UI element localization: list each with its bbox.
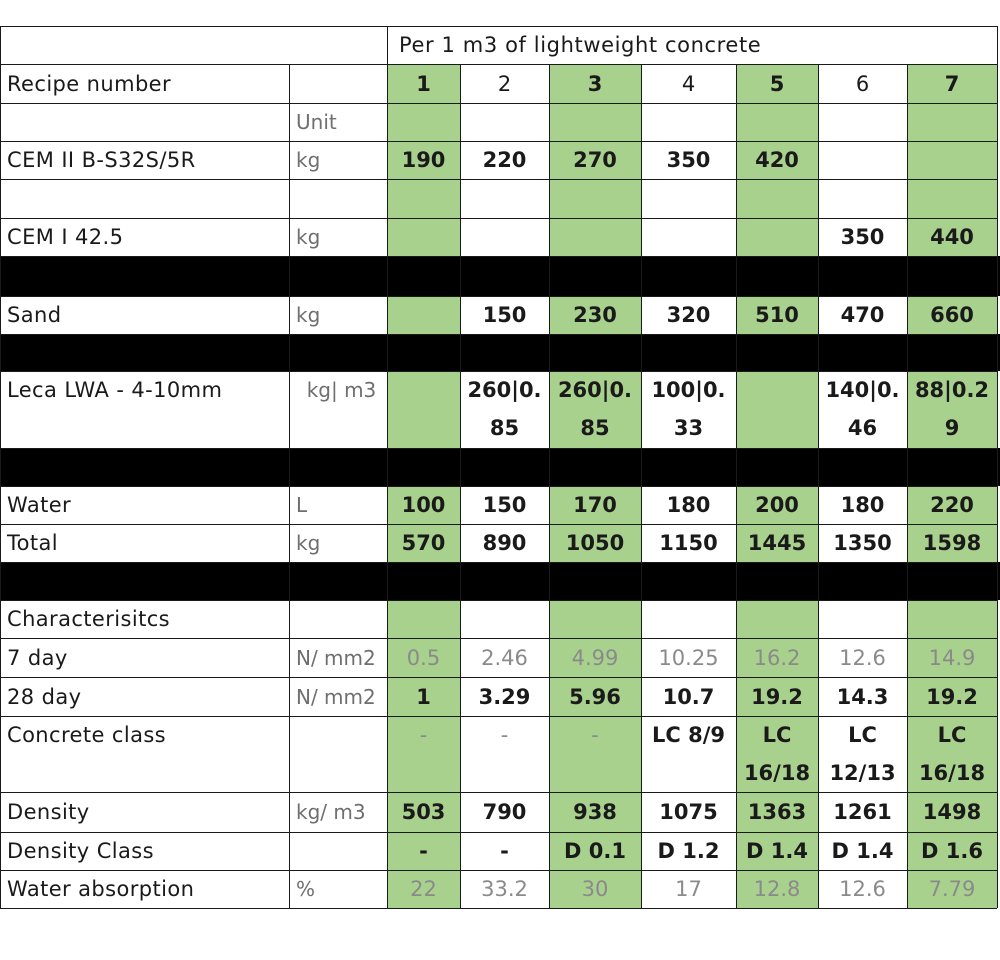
cell-text: 17 bbox=[675, 877, 702, 901]
row-label-sand bbox=[0, 296, 289, 334]
cell-text: 140|0. bbox=[825, 378, 900, 402]
value-cem2-recipe-7 bbox=[907, 141, 997, 179]
cell-text: 4.99 bbox=[571, 645, 619, 670]
value-water-recipe-1 bbox=[387, 486, 460, 524]
value-cem1-recipe-4 bbox=[641, 218, 736, 256]
cell-text: 28 day bbox=[7, 684, 82, 709]
value-leca-recipe-3 bbox=[549, 371, 641, 448]
cell-text: 5 bbox=[769, 71, 785, 96]
cell-text: 1363 bbox=[747, 800, 807, 824]
column-divider bbox=[460, 64, 461, 908]
empty-cell bbox=[907, 103, 997, 141]
recipe-number-1 bbox=[387, 64, 460, 103]
value-d28-recipe-5 bbox=[736, 677, 818, 716]
separator-band bbox=[0, 334, 1000, 371]
recipe-number-7 bbox=[907, 64, 997, 103]
value-abs-recipe-7 bbox=[907, 870, 997, 908]
value-dclass-recipe-5 bbox=[736, 832, 818, 870]
value-total-recipe-1 bbox=[387, 524, 460, 562]
cell-text: 6 bbox=[855, 71, 870, 96]
cell-text: 510 bbox=[755, 303, 799, 327]
value-abs-recipe-3 bbox=[549, 870, 641, 908]
row-divider bbox=[0, 218, 997, 219]
value-char-recipe-6 bbox=[818, 600, 907, 638]
value-total-recipe-7 bbox=[907, 524, 997, 562]
value-sand-recipe-7 bbox=[907, 296, 997, 334]
cell-text: 1498 bbox=[922, 800, 982, 824]
row-unit-dclass bbox=[289, 832, 387, 870]
cell-text: 220 bbox=[930, 493, 974, 517]
cell-text: 270 bbox=[573, 148, 617, 172]
cell-text: 1598 bbox=[922, 531, 982, 555]
cell-text: 3 bbox=[587, 71, 603, 96]
recipe-number-2 bbox=[460, 64, 549, 103]
row-divider bbox=[0, 296, 997, 297]
value-density-recipe-2 bbox=[460, 792, 549, 832]
row-divider bbox=[0, 792, 997, 793]
column-divider bbox=[907, 64, 908, 908]
cell-text: 14.9 bbox=[928, 645, 976, 670]
cell-text: D 1.4 bbox=[831, 839, 894, 863]
cell-text: 1050 bbox=[565, 531, 625, 555]
cell-text: 88|0.2 bbox=[914, 378, 990, 402]
cell-text: 503 bbox=[401, 800, 446, 824]
row-unit-abs bbox=[289, 870, 387, 908]
cell-text: 790 bbox=[482, 800, 527, 824]
value-sand-recipe-3 bbox=[549, 296, 641, 334]
cell-text: Density bbox=[7, 800, 90, 824]
row-label-leca bbox=[0, 371, 289, 448]
column-divider bbox=[0, 26, 1, 908]
cell-text: 4 bbox=[681, 71, 696, 96]
row-label-dclass bbox=[0, 832, 289, 870]
recipe-number-6 bbox=[818, 64, 907, 103]
value-sand-recipe-4 bbox=[641, 296, 736, 334]
cell-text: 190 bbox=[401, 148, 446, 172]
cell-text: 350 bbox=[666, 148, 711, 172]
value-density-recipe-5 bbox=[736, 792, 818, 832]
cell-text: - bbox=[500, 839, 509, 863]
row-unit-cem2 bbox=[289, 141, 387, 179]
value-water-recipe-4 bbox=[641, 486, 736, 524]
cell-text: Characterisitcs bbox=[7, 607, 171, 631]
value-water-recipe-2 bbox=[460, 486, 549, 524]
cell-text: 660 bbox=[930, 303, 974, 327]
value-cem2-recipe-4 bbox=[641, 141, 736, 179]
cell-text: 14.3 bbox=[836, 684, 889, 709]
cell-text: 150 bbox=[482, 493, 527, 517]
row-divider bbox=[0, 524, 997, 525]
cell-text: 0.5 bbox=[406, 645, 441, 670]
cell-text: 938 bbox=[573, 800, 617, 824]
empty-cell bbox=[549, 179, 641, 218]
row-divider bbox=[0, 562, 997, 563]
recipe-number-label bbox=[0, 64, 387, 103]
value-cem1-recipe-6 bbox=[818, 218, 907, 256]
cell-text: kg bbox=[296, 225, 321, 249]
value-water-recipe-5 bbox=[736, 486, 818, 524]
cell-text: Recipe number bbox=[7, 71, 172, 96]
row-unit-leca bbox=[289, 371, 387, 448]
row-divider bbox=[0, 486, 997, 487]
cell-text: 7.79 bbox=[928, 877, 976, 901]
cell-text: kg/ m3 bbox=[296, 800, 366, 824]
cell-text: D 1.4 bbox=[746, 839, 808, 863]
row-label-d28 bbox=[0, 677, 289, 716]
cell-text: Per 1 m3 of lightweight concrete bbox=[399, 33, 762, 57]
value-cem1-recipe-7 bbox=[907, 218, 997, 256]
value-d28-recipe-3 bbox=[549, 677, 641, 716]
cell-text: LC bbox=[762, 723, 792, 747]
row-divider bbox=[0, 334, 997, 335]
cell-text: 85 bbox=[489, 416, 520, 440]
value-d28-recipe-1 bbox=[387, 677, 460, 716]
cell-text: 350 bbox=[840, 225, 885, 249]
value-sand-recipe-6 bbox=[818, 296, 907, 334]
value-sand-recipe-5 bbox=[736, 296, 818, 334]
value-char-recipe-4 bbox=[641, 600, 736, 638]
cell-text: 10.25 bbox=[658, 645, 719, 670]
value-dclass-recipe-7 bbox=[907, 832, 997, 870]
cell-text: 7 bbox=[944, 71, 960, 96]
cell-text: 16/18 bbox=[918, 761, 986, 785]
cell-text: Water absorption bbox=[7, 877, 195, 901]
value-density-recipe-4 bbox=[641, 792, 736, 832]
row-divider bbox=[0, 908, 997, 909]
row-label-char bbox=[0, 600, 289, 638]
value-leca-recipe-5 bbox=[736, 371, 818, 448]
cell-text: 12.8 bbox=[753, 877, 801, 901]
value-d7-recipe-7 bbox=[907, 638, 997, 677]
value-cclass-recipe-6 bbox=[818, 716, 907, 792]
separator-band bbox=[0, 256, 1000, 296]
value-dclass-recipe-2 bbox=[460, 832, 549, 870]
value-cem1-recipe-5 bbox=[736, 218, 818, 256]
cell-text: CEM I 42.5 bbox=[7, 225, 124, 249]
cell-text: kg bbox=[296, 531, 321, 555]
value-char-recipe-7 bbox=[907, 600, 997, 638]
separator-band bbox=[0, 448, 1000, 486]
column-divider bbox=[289, 64, 290, 908]
value-abs-recipe-6 bbox=[818, 870, 907, 908]
row-divider bbox=[0, 371, 997, 372]
value-water-recipe-7 bbox=[907, 486, 997, 524]
cell-text: 150 bbox=[482, 303, 527, 327]
value-leca-recipe-7 bbox=[907, 371, 997, 448]
value-cem2-recipe-3 bbox=[549, 141, 641, 179]
cell-text: 1445 bbox=[747, 531, 807, 555]
value-cclass-recipe-2 bbox=[460, 716, 549, 792]
value-char-recipe-5 bbox=[736, 600, 818, 638]
value-d7-recipe-5 bbox=[736, 638, 818, 677]
cell-text: L bbox=[296, 493, 308, 517]
value-d7-recipe-3 bbox=[549, 638, 641, 677]
row-unit-sand bbox=[289, 296, 387, 334]
cell-text: 470 bbox=[840, 303, 885, 327]
value-dclass-recipe-6 bbox=[818, 832, 907, 870]
unit-header bbox=[289, 103, 387, 141]
row-divider bbox=[0, 638, 997, 639]
value-total-recipe-3 bbox=[549, 524, 641, 562]
cell-text: 260|0. bbox=[467, 378, 542, 402]
cell-text: 170 bbox=[573, 493, 617, 517]
value-cclass-recipe-7 bbox=[907, 716, 997, 792]
value-cclass-recipe-1 bbox=[387, 716, 460, 792]
value-cclass-recipe-3 bbox=[549, 716, 641, 792]
value-water-recipe-6 bbox=[818, 486, 907, 524]
cell-text: - bbox=[500, 723, 509, 747]
value-d28-recipe-2 bbox=[460, 677, 549, 716]
cell-text: 2 bbox=[497, 71, 512, 96]
cell-text: D 1.6 bbox=[921, 839, 983, 863]
row-unit-char bbox=[289, 600, 387, 638]
value-cem2-recipe-1 bbox=[387, 141, 460, 179]
cell-text: 46 bbox=[847, 416, 878, 440]
cell-text: 200 bbox=[755, 493, 799, 517]
cell-text: Unit bbox=[296, 110, 337, 134]
row-unit-total bbox=[289, 524, 387, 562]
value-abs-recipe-5 bbox=[736, 870, 818, 908]
column-divider bbox=[736, 64, 737, 908]
value-total-recipe-4 bbox=[641, 524, 736, 562]
cell-text: 320 bbox=[666, 303, 711, 327]
value-d7-recipe-2 bbox=[460, 638, 549, 677]
cell-text: 33 bbox=[673, 416, 704, 440]
value-water-recipe-3 bbox=[549, 486, 641, 524]
cell-text: 10.7 bbox=[662, 684, 715, 709]
cell-text: 33.2 bbox=[481, 877, 528, 901]
cell-text: 890 bbox=[482, 531, 527, 555]
cell-text: N/ mm2 bbox=[296, 684, 376, 709]
row-unit-water bbox=[289, 486, 387, 524]
cell-text: kg bbox=[296, 303, 321, 327]
empty-cell bbox=[549, 103, 641, 141]
cell-text: 30 bbox=[581, 877, 609, 901]
row-label-abs bbox=[0, 870, 289, 908]
row-unit-cem1 bbox=[289, 218, 387, 256]
cell-text: 1 bbox=[416, 71, 431, 96]
cell-text: 230 bbox=[573, 303, 617, 327]
value-cem1-recipe-2 bbox=[460, 218, 549, 256]
value-cclass-recipe-4 bbox=[641, 716, 736, 792]
cell-text: kg bbox=[296, 148, 321, 172]
row-unit-density bbox=[289, 792, 387, 832]
value-cclass-recipe-5 bbox=[736, 716, 818, 792]
cell-text: 100 bbox=[401, 493, 446, 517]
row-divider bbox=[0, 832, 997, 833]
cell-text: 1075 bbox=[659, 800, 718, 824]
cell-text: 220 bbox=[482, 148, 527, 172]
row-label-cem2 bbox=[0, 141, 289, 179]
value-cem1-recipe-3 bbox=[549, 218, 641, 256]
value-leca-recipe-4 bbox=[641, 371, 736, 448]
cell-text: 1350 bbox=[833, 531, 892, 555]
row-divider bbox=[0, 448, 997, 449]
cell-text: LC 8/9 bbox=[652, 723, 725, 747]
cell-text: 19.2 bbox=[926, 684, 978, 709]
row-label-total bbox=[0, 524, 289, 562]
row-label-cclass bbox=[0, 716, 289, 792]
cell-text: D 0.1 bbox=[564, 839, 626, 863]
cell-text: N/ mm2 bbox=[296, 645, 376, 670]
cell-text: 9 bbox=[944, 416, 960, 440]
value-leca-recipe-1 bbox=[387, 371, 460, 448]
recipe-number-4 bbox=[641, 64, 736, 103]
value-d28-recipe-6 bbox=[818, 677, 907, 716]
cell-text: 16/18 bbox=[743, 761, 811, 785]
cell-text: LC bbox=[848, 723, 877, 747]
cell-text: 12.6 bbox=[839, 877, 886, 901]
row-divider bbox=[0, 141, 997, 142]
cell-text: Leca LWA - 4-10mm bbox=[7, 378, 223, 402]
row-divider bbox=[0, 179, 997, 180]
value-abs-recipe-1 bbox=[387, 870, 460, 908]
value-d28-recipe-4 bbox=[641, 677, 736, 716]
row-label-water bbox=[0, 486, 289, 524]
value-abs-recipe-4 bbox=[641, 870, 736, 908]
cell-text: 1261 bbox=[833, 800, 892, 824]
cell-text: - bbox=[419, 723, 428, 747]
cell-text: D 1.2 bbox=[657, 839, 720, 863]
cell-text: 570 bbox=[401, 531, 446, 555]
row-divider bbox=[0, 26, 997, 27]
value-d7-recipe-1 bbox=[387, 638, 460, 677]
cell-text: CEM II B-S32S/5R bbox=[7, 148, 196, 172]
cell-text: 180 bbox=[666, 493, 711, 517]
cell-text: Sand bbox=[7, 303, 62, 327]
row-divider bbox=[0, 256, 997, 257]
cell-text: Total bbox=[7, 531, 59, 555]
value-total-recipe-2 bbox=[460, 524, 549, 562]
row-divider bbox=[0, 716, 997, 717]
value-d28-recipe-7 bbox=[907, 677, 997, 716]
cell-text: 260|0. bbox=[557, 378, 633, 402]
value-density-recipe-3 bbox=[549, 792, 641, 832]
column-divider bbox=[818, 64, 819, 908]
cell-text: 180 bbox=[840, 493, 885, 517]
cell-text: 420 bbox=[755, 148, 799, 172]
cell-text: 22 bbox=[410, 877, 437, 901]
value-cem2-recipe-6 bbox=[818, 141, 907, 179]
empty-cell bbox=[907, 179, 997, 218]
value-cem2-recipe-2 bbox=[460, 141, 549, 179]
value-density-recipe-7 bbox=[907, 792, 997, 832]
cell-text: 12.6 bbox=[839, 645, 886, 670]
value-sand-recipe-1 bbox=[387, 296, 460, 334]
cell-text: 1150 bbox=[659, 531, 718, 555]
empty-cell bbox=[387, 179, 460, 218]
value-density-recipe-6 bbox=[818, 792, 907, 832]
row-divider bbox=[0, 103, 997, 104]
row-label-cem1 bbox=[0, 218, 289, 256]
value-char-recipe-1 bbox=[387, 600, 460, 638]
value-sand-recipe-2 bbox=[460, 296, 549, 334]
column-divider bbox=[549, 64, 550, 908]
column-divider bbox=[997, 26, 998, 908]
cell-text: % bbox=[296, 877, 316, 901]
table-header-title bbox=[387, 26, 997, 64]
row-divider bbox=[0, 600, 997, 601]
cell-text: Concrete class bbox=[7, 723, 167, 747]
cell-text: LC bbox=[937, 723, 967, 747]
value-d7-recipe-4 bbox=[641, 638, 736, 677]
value-leca-recipe-2 bbox=[460, 371, 549, 448]
cell-text: 16.2 bbox=[753, 645, 801, 670]
row-divider bbox=[0, 870, 997, 871]
cell-text: Water bbox=[7, 493, 72, 517]
value-leca-recipe-6 bbox=[818, 371, 907, 448]
value-d7-recipe-6 bbox=[818, 638, 907, 677]
empty-cell bbox=[736, 179, 818, 218]
value-total-recipe-6 bbox=[818, 524, 907, 562]
cell-text: 7 day bbox=[7, 645, 68, 670]
row-divider bbox=[0, 64, 997, 65]
value-char-recipe-3 bbox=[549, 600, 641, 638]
row-unit-d28 bbox=[289, 677, 387, 716]
row-unit-d7 bbox=[289, 638, 387, 677]
value-char-recipe-2 bbox=[460, 600, 549, 638]
cell-text: 1 bbox=[416, 684, 431, 709]
cell-text: - bbox=[591, 723, 599, 747]
cell-text: kg| m3 bbox=[306, 378, 377, 402]
separator-band bbox=[0, 562, 1000, 600]
empty-cell bbox=[387, 103, 460, 141]
column-divider bbox=[387, 26, 388, 908]
cell-text: 3.29 bbox=[478, 684, 531, 709]
row-unit-cclass bbox=[289, 716, 387, 792]
value-abs-recipe-2 bbox=[460, 870, 549, 908]
cell-text: 12/13 bbox=[829, 761, 896, 785]
cell-text: 5.96 bbox=[569, 684, 621, 709]
row-label-d7 bbox=[0, 638, 289, 677]
cell-text: Density Class bbox=[7, 839, 154, 863]
row-label-density bbox=[0, 792, 289, 832]
value-density-recipe-1 bbox=[387, 792, 460, 832]
value-total-recipe-5 bbox=[736, 524, 818, 562]
value-cem1-recipe-1 bbox=[387, 218, 460, 256]
row-divider bbox=[0, 677, 997, 678]
cell-text: 2.46 bbox=[481, 645, 528, 670]
value-dclass-recipe-3 bbox=[549, 832, 641, 870]
empty-cell bbox=[736, 103, 818, 141]
cell-text: 440 bbox=[930, 225, 974, 249]
recipe-number-3 bbox=[549, 64, 641, 103]
column-divider bbox=[641, 64, 642, 908]
cell-text: 85 bbox=[580, 416, 610, 440]
value-dclass-recipe-4 bbox=[641, 832, 736, 870]
cell-text: - bbox=[419, 839, 428, 863]
cell-text: 19.2 bbox=[751, 684, 803, 709]
cell-text: 100|0. bbox=[651, 378, 726, 402]
value-dclass-recipe-1 bbox=[387, 832, 460, 870]
value-cem2-recipe-5 bbox=[736, 141, 818, 179]
recipe-number-5 bbox=[736, 64, 818, 103]
